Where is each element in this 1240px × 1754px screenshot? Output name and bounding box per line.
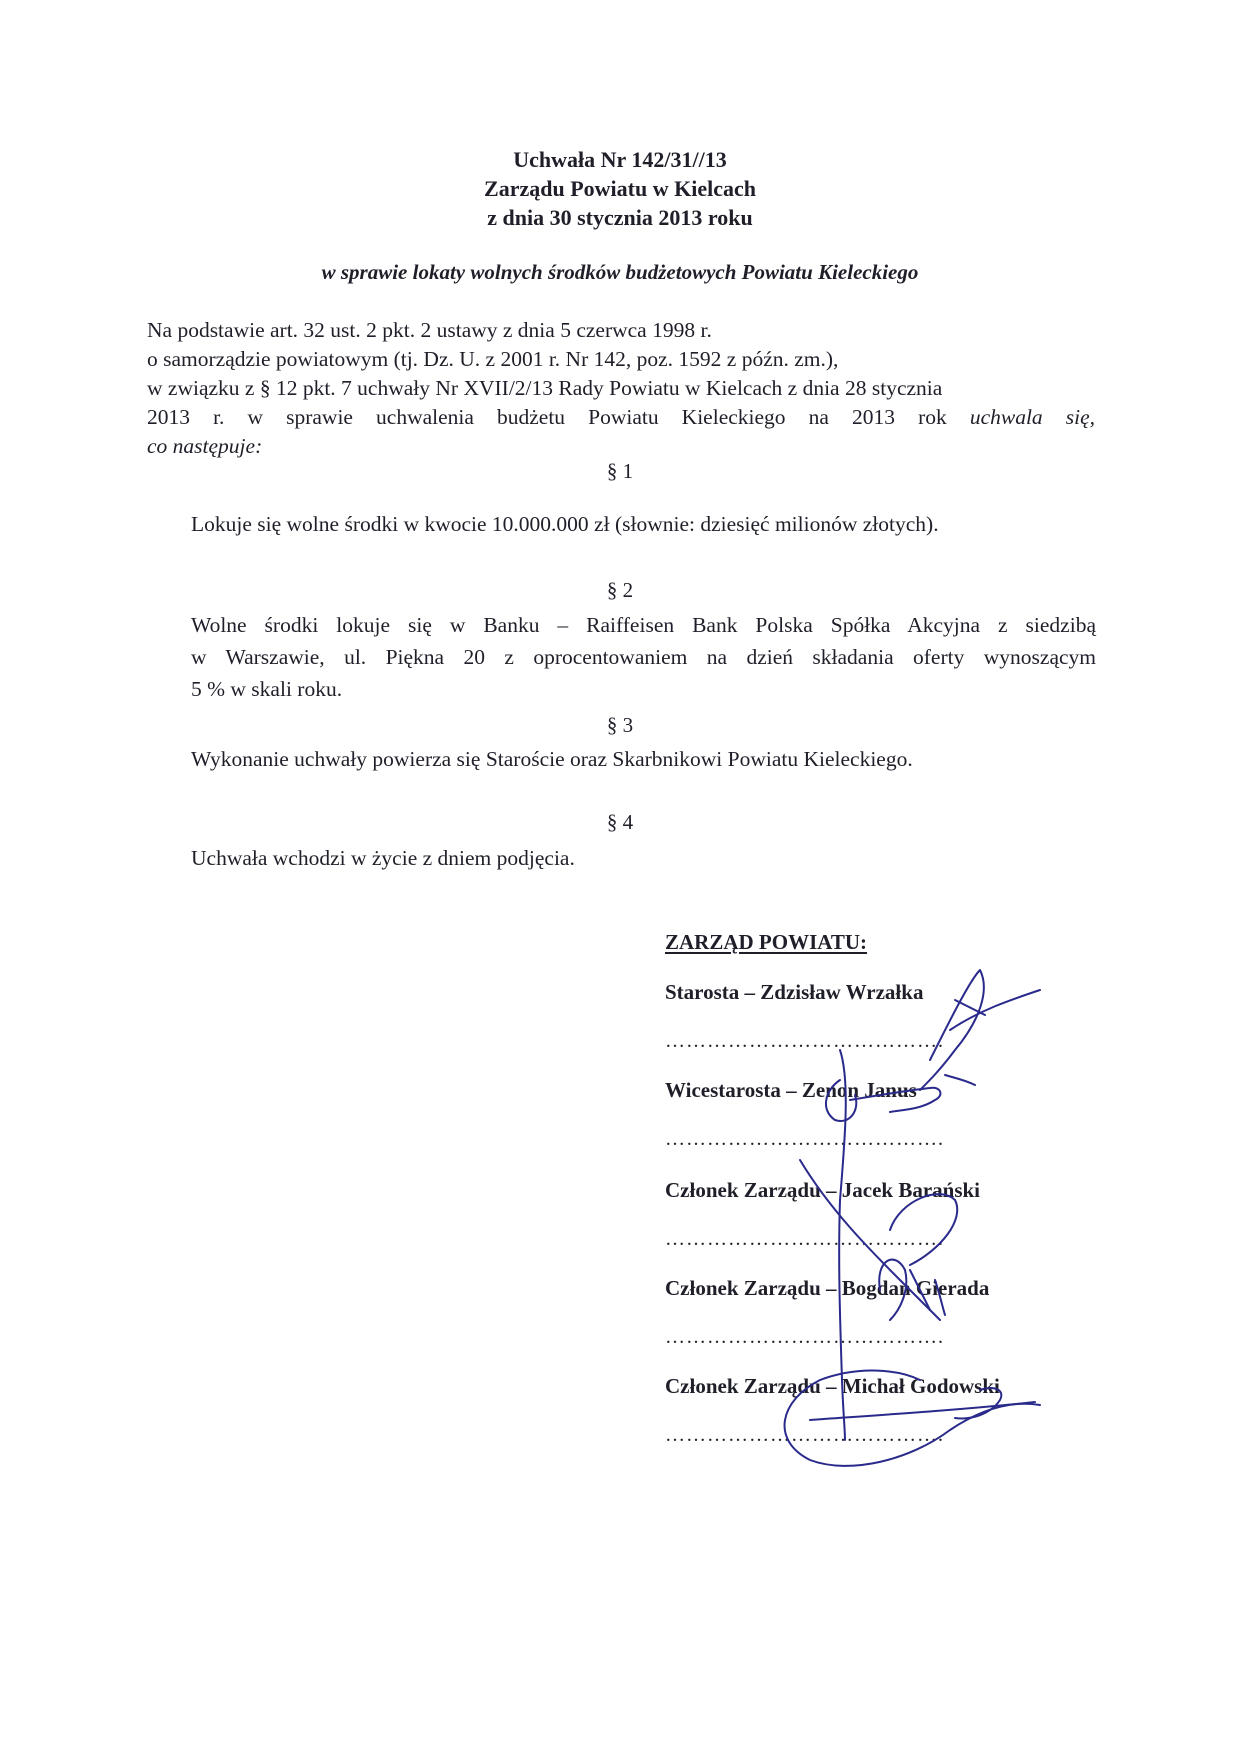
legal-basis-line: o samorządzie powiatowym (tj. Dz. U. z 2001 r. Nr 142, poz. 1592 z późn. zm.), (147, 347, 839, 371)
issuing-body: Zarządu Powiatu w Kielcach (484, 176, 756, 201)
paragraph-text: Wykonanie uchwały powierza się Staroście oraz Skarbnikowi Powiatu Kieleckiego. (191, 747, 913, 771)
resolution-subject: w sprawie lokaty wolnych środków budżetowych Powiatu Kieleckiego (321, 260, 919, 284)
board-member: Członek Zarządu – Michał Godowski (665, 1374, 1000, 1398)
legal-basis-line: 2013 r. w sprawie uchwalenia budżetu Powiatu Kieleckiego na 2013 rok uchwala się, (147, 405, 1096, 429)
signature-stroke (810, 1402, 1035, 1420)
signature-line: …………………………………. (665, 1128, 944, 1150)
board-member: Wicestarosta – Zenon Janus (665, 1078, 917, 1102)
legal-basis-line: Na podstawie art. 32 ust. 2 pkt. 2 ustawy z dnia 5 czerwca 1998 r. (147, 318, 712, 342)
resolution-date: z dnia 30 stycznia 2013 roku (487, 205, 753, 230)
resolution-header (0, 145, 1240, 232)
resolution-number: Uchwała Nr 142/31//13 (513, 147, 727, 172)
signature-stroke (945, 1075, 975, 1085)
paragraph-mark: § 3 (606, 713, 634, 737)
signature-line: …………………………………. (665, 1326, 944, 1348)
paragraph-text: Uchwała wchodzi w życie z dniem podjęcia. (191, 846, 575, 870)
paragraph-mark: § 4 (606, 810, 634, 834)
legal-basis-line: co następuje: (147, 434, 263, 458)
signature-line: …………………………………. (665, 1424, 944, 1446)
board-member: Członek Zarządu – Bogdan Gierada (665, 1276, 990, 1300)
paragraph-text: Lokuje się wolne środki w kwocie 10.000.000 zł (słownie: dziesięć milionów złotych). (191, 512, 939, 536)
legal-basis-line: w związku z § 12 pkt. 7 uchwały Nr XVII/2/13 Rady Powiatu w Kielcach z dnia 28 stycznia (147, 376, 943, 400)
signature-stroke (955, 1000, 985, 1015)
board-title: ZARZĄD POWIATU: (665, 930, 868, 954)
board-member: Członek Zarządu – Jacek Barański (665, 1178, 981, 1202)
board-member: Starosta – Zdzisław Wrzałka (665, 980, 924, 1004)
paragraph-mark: § 2 (606, 578, 634, 602)
paragraph-mark: § 1 (606, 459, 634, 483)
signature-line: …………………………………. (665, 1228, 944, 1250)
signature-line: …………………………………. (665, 1030, 944, 1052)
signature-stroke (950, 990, 1040, 1030)
paragraph-text: Wolne środki lokuje się w Banku – Raiffeisen Bank Polska Spółka Akcyjna z siedzibą w Warszawie, ul. Piękna 20 z oprocentowaniem na dzień składania oferty wynoszącym 5 % w skali roku. (191, 613, 1096, 701)
legal-basis (147, 316, 1095, 461)
